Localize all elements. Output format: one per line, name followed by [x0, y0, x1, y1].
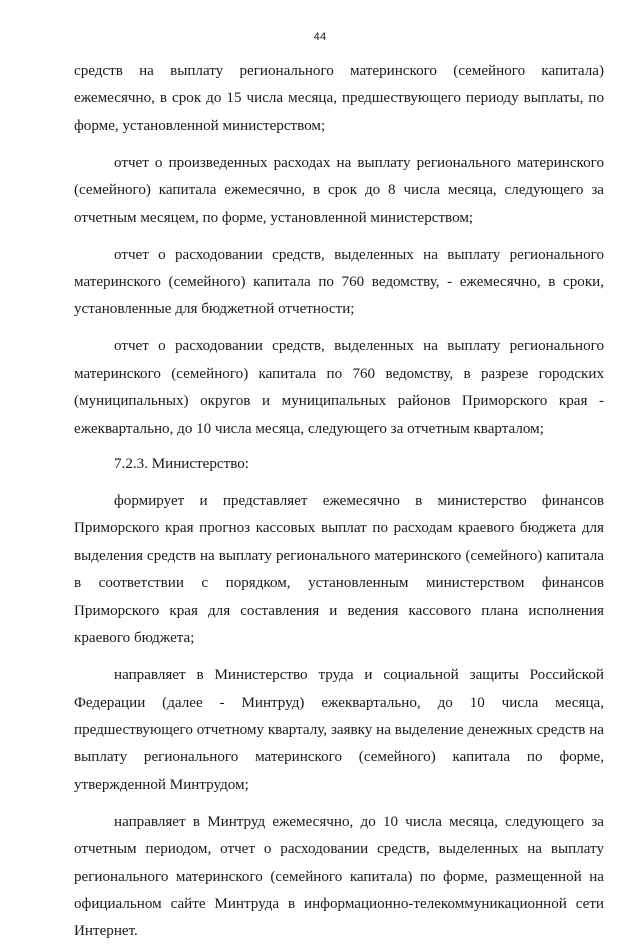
paragraph-forecast: формирует и представляет ежемесячно в министерство финансов Приморского края прогноз кассовых выплат по расходам краевого бюджета для выделения средств на выплату регионального материнского (семейного) капитала в соответствии с порядком, установленным министерством финансов Приморского края для составления и ведения кассового плана исполнения краевого бюджета; — [74, 493, 604, 647]
document-body — [74, 58, 604, 946]
paragraph-report-expenses: отчет о произведенных расходах на выплату регионального материнского (семейного) капитала ежемесячно, в срок до 8 числа месяца, следующего за отчетным месяцем, по форме, установленной министерством; — [74, 154, 604, 226]
paragraph-request-mintrud: направляет в Министерство труда и социальной защиты Российской Федерации (далее - Минтруд) ежеквартально, до 10 числа месяца, предшествующего отчетному кварталу, заявку на выделение денежных средств на выплату регионального материнского (семейного) капитала по форме, утвержденной Минтрудом; — [74, 667, 604, 793]
paragraph-report-spending-districts: отчет о расходовании средств, выделенных на выплату регионального материнского (семейного) капитала по 760 ведомству, в разрезе городских (муниципальных) округов и муниципальных районов Приморского края - ежеквартально, до 10 числа месяца, следующего за отчетным кварталом; — [74, 338, 604, 437]
page-number: 44 — [313, 31, 327, 43]
paragraph-report-mintrud: направляет в Минтруд ежемесячно, до 10 числа месяца, следующего за отчетным периодом, отчет о расходовании средств, выделенных на выплату регионального материнского (семейного капитала) по форме, размещенной на официальном сайте Минтруда в информационно-телекоммуникационной сети Интернет. — [74, 813, 604, 940]
paragraph-continuation: средств на выплату регионального материнского (семейного капитала) ежемесячно, в срок до 15 числа месяца, предшествующего периоду выплаты, по форме, установленной министерством; — [74, 63, 604, 134]
section-heading: 7.2.3. Министерство: — [114, 456, 249, 473]
paragraph-report-spending-760: отчет о расходовании средств, выделенных на выплату регионального материнского (семейного) капитала по 760 ведомству, - ежемесячно, в сроки, установленные для бюджетной отчетности; — [74, 246, 604, 318]
